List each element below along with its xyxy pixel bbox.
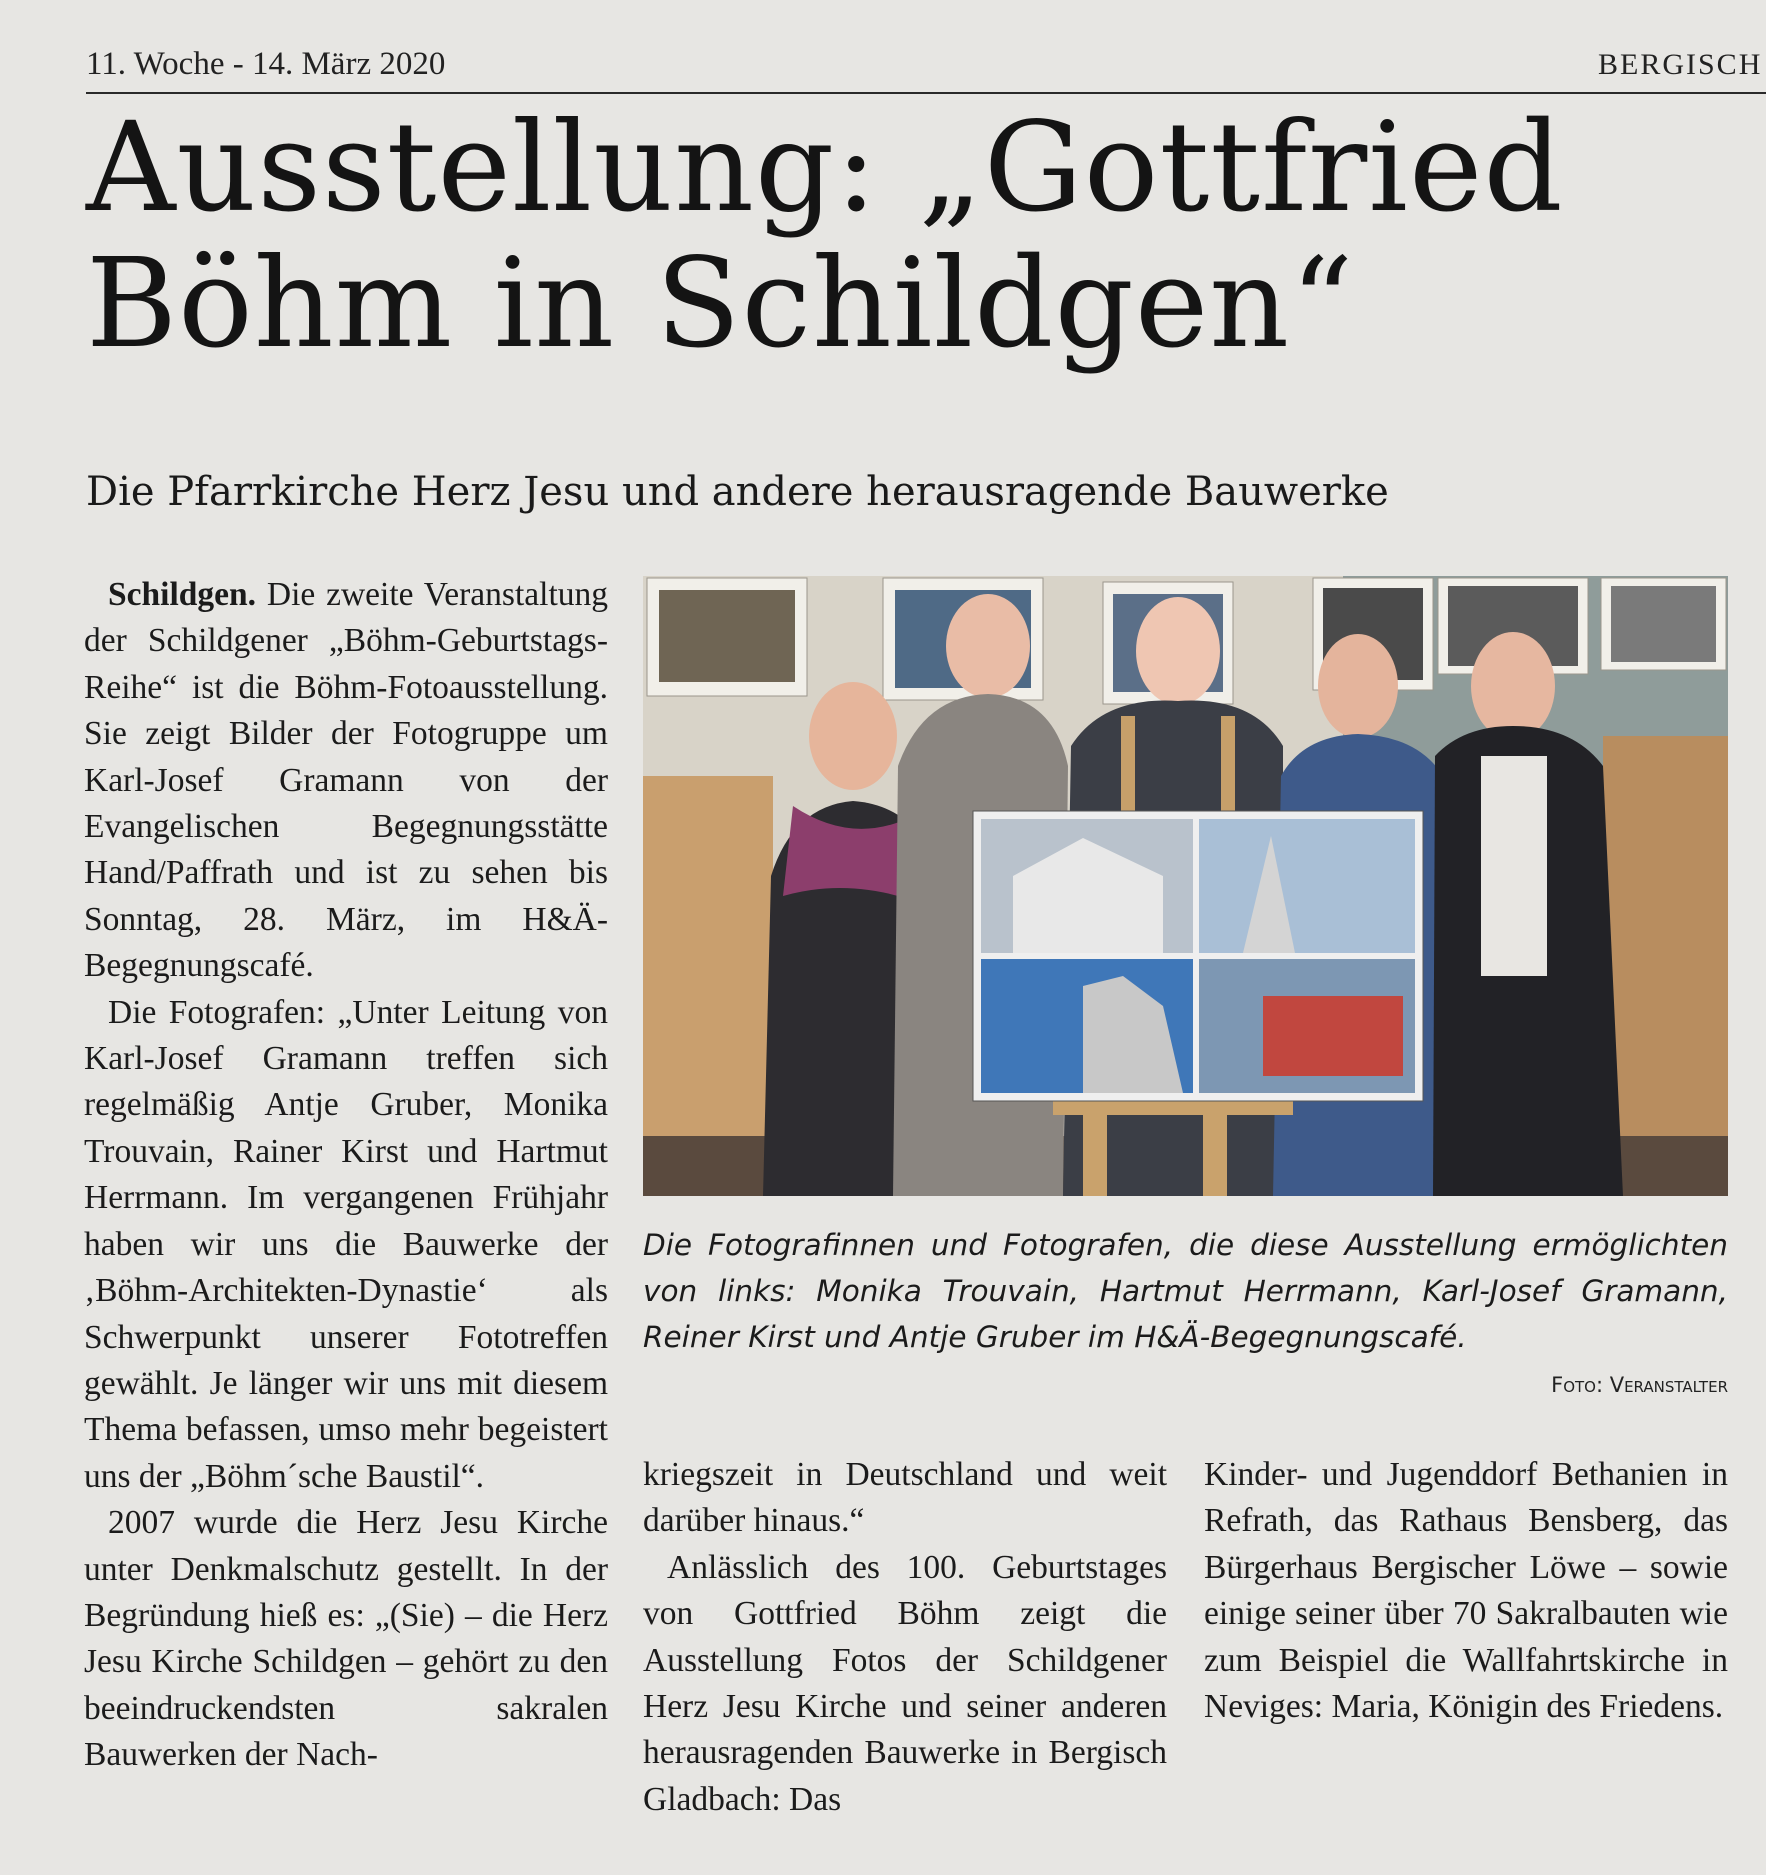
group-photo	[643, 576, 1728, 1196]
group-photo-illustration	[643, 576, 1728, 1196]
photo-credit	[1551, 1373, 1728, 1397]
paragraph: Kinder- und Jugenddorf Bethanien in Refrath, das Rathaus Bensberg, das Bürgerhaus Bergischer Löwe – sowie einige seiner über 70 Sakralbauten wie zum Beispiel die Wallfahrtskirche in Neviges: Maria, Königin des Friedens.	[1204, 1456, 1728, 1726]
paragraph	[84, 572, 608, 990]
paragraph: kriegszeit in Deutschland und weit darüber hinaus.“	[643, 1456, 1167, 1540]
text-column-3	[1204, 1452, 1728, 1730]
issue-date: 11. Woche - 14. März 2020	[86, 46, 446, 82]
header-rule	[86, 92, 1766, 94]
photo-credit-text: Foto: Veranstalter	[1551, 1373, 1728, 1397]
paragraph: 2007 wurde die Herz Jesu Kirche unter Denkmalschutz gestellt. In der Begründung hieß es: „(Sie) – die Herz Jesu Kirche Schildgen – gehört zu den beeindruckendsten sakralen Bauwerken der Nach-	[84, 1504, 608, 1774]
headline: Ausstellung: „Gottfried Böhm in Schildgen“	[86, 96, 1564, 376]
newspaper-name: BERGISCH	[1598, 48, 1763, 81]
subheadline: Die Pfarrkirche Herz Jesu und andere herausragende Bauwerke	[86, 469, 1389, 515]
text-column-2	[643, 1452, 1167, 1823]
paragraph-text: Die zweite Veranstaltung der Schildgener „Böhm-Geburtstags-Reihe“ ist die Böhm-Fotoausstellung. Sie zeigt Bilder der Fotogruppe um Karl-Josef Gramann von der Evangelischen Begegnungsstätte Hand/Paffrath und ist zu sehen bis Sonntag, 28. März, im H&Ä-Begegnungscafé.	[84, 576, 608, 985]
dateline: Schildgen.	[108, 576, 257, 613]
photo-caption: Die Fotografinnen und Fotografen, die diese Ausstellung ermöglichten von links: Monika Trouvain, Hartmut Herrmann, Karl-Josef Gramann, Reiner Kirst und Antje Gruber im H&Ä-Begegnungscafé.	[643, 1228, 1728, 1354]
paragraph: Anlässlich des 100. Geburtstages von Gottfried Böhm zeigt die Ausstellung Fotos der Schildgener Herz Jesu Kirche und seiner anderen herausragenden Bauwerke in Bergisch Gladbach: Das	[643, 1548, 1167, 1818]
text-column-1	[84, 572, 608, 1779]
paragraph: Die Fotografen: „Unter Leitung von Karl-Josef Gramann treffen sich regelmäßig Antje Gruber, Monika Trouvain, Rainer Kirst und Hartmut Herrmann. Im vergangenen Frühjahr haben wir uns die Bauwerke der ‚Böhm-Architekten-Dynastie‘ als Schwerpunkt unserer Fototreffen gewählt. Je länger wir uns mit diesem Thema befassen, umso mehr begeistert uns der „Böhm´sche Baustil“.	[84, 993, 608, 1495]
